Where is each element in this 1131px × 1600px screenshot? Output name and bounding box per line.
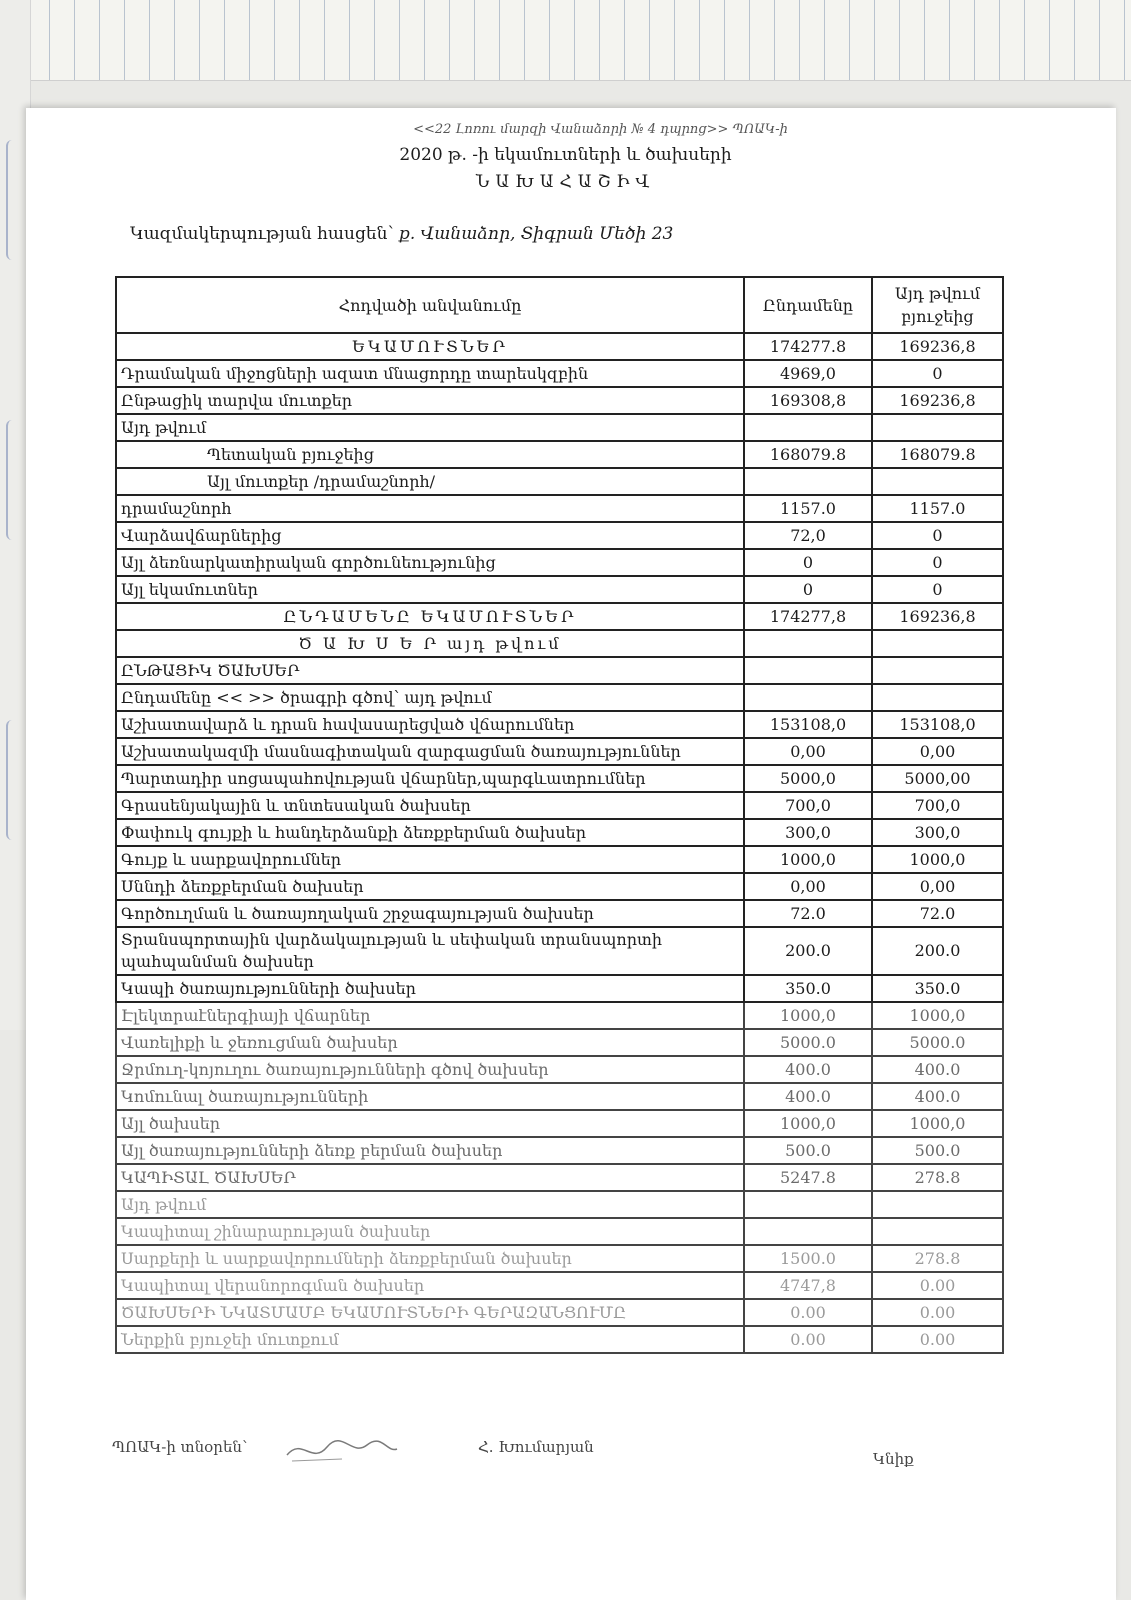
row-budget-value: 169236,8 [872, 333, 1003, 360]
row-budget-value: 0.00 [872, 1272, 1003, 1299]
row-label: Ընդամենը << >> ծրագրի գծով՝ այդ թվում [116, 684, 744, 711]
row-label: դրամաշնորհ [116, 495, 744, 522]
row-total-value: 1500.0 [744, 1245, 872, 1272]
row-label: ԾԱԽՍԵՐԻ ՆԿԱՏՄԱՄԲ ԵԿԱՄՈՒՏՆԵՐԻ ԳԵՐԱԶԱՆՑՈՒՄԸ [116, 1299, 744, 1326]
row-label: ԿԱՊԻՏԱԼ ԾԱԽՍԵՐ [116, 1164, 744, 1191]
row-budget-value: 168079.8 [872, 441, 1003, 468]
table-row [116, 873, 1003, 900]
row-label: Գույք և սարքավորումներ [116, 846, 744, 873]
row-budget-value: 5000.0 [872, 1029, 1003, 1056]
row-total-value: 1000,0 [744, 846, 872, 873]
column-header-budget: Այդ թվում բյուջեից [872, 277, 1003, 333]
row-label: Այլ ծառայությունների ձեռք բերման ծախսեր [116, 1137, 744, 1164]
table-row [116, 522, 1003, 549]
row-budget-value: 0 [872, 576, 1003, 603]
table-row [116, 1164, 1003, 1191]
table-row [116, 1191, 1003, 1218]
table-row [116, 975, 1003, 1002]
row-label: Վարձավճարներից [116, 522, 744, 549]
budget-table [115, 276, 1004, 1354]
row-budget-value [872, 1191, 1003, 1218]
table-row [116, 549, 1003, 576]
table-row [116, 468, 1003, 495]
row-label: Այլ մուտքեր /դրամաշնորհ/ [116, 468, 744, 495]
table-row [116, 576, 1003, 603]
table-row [116, 765, 1003, 792]
table-row [116, 387, 1003, 414]
director-name: Հ. Խումարյան [478, 1438, 594, 1456]
row-label: Ներքին բյուջեի մուտքում [116, 1326, 744, 1353]
row-total-value: 174277,8 [744, 603, 872, 630]
row-label: Պետական բյուջեից [116, 441, 744, 468]
address-label: Կազմակերպության հասցեն՝ [130, 224, 394, 244]
row-total-value: 72.0 [744, 900, 872, 927]
row-budget-value [872, 630, 1003, 657]
pen-scribble [6, 420, 18, 540]
row-budget-value: 1000,0 [872, 846, 1003, 873]
row-label: Փափուկ գույքի և հանդերձանքի ձեռքբերման ծախսեր [116, 819, 744, 846]
row-total-value [744, 1218, 872, 1245]
table-row [116, 1056, 1003, 1083]
row-total-value: 350.0 [744, 975, 872, 1002]
row-label: Էլեկտրաէներգիայի վճարներ [116, 1002, 744, 1029]
document-period: 2020 թ. -ի եկամուտների և ծախսերի [399, 145, 732, 165]
row-budget-value [872, 684, 1003, 711]
row-total-value: 700,0 [744, 792, 872, 819]
row-budget-value: 72.0 [872, 900, 1003, 927]
table-row [116, 1272, 1003, 1299]
table-row [116, 1137, 1003, 1164]
row-budget-value: 278.8 [872, 1164, 1003, 1191]
row-label: Կապիտալ վերանորոգման ծախսեր [116, 1272, 744, 1299]
table-row [116, 711, 1003, 738]
row-budget-value: 278.8 [872, 1245, 1003, 1272]
row-label: Կոմունալ ծառայությունների [116, 1083, 744, 1110]
table-row [116, 657, 1003, 684]
row-label: Ընթացիկ տարվա մուտքեր [116, 387, 744, 414]
row-total-value: 200.0 [744, 927, 872, 975]
row-total-value [744, 630, 872, 657]
row-budget-value: 400.0 [872, 1056, 1003, 1083]
row-budget-value: 169236,8 [872, 603, 1003, 630]
row-label: Աշխատակազմի մասնագիտական զարգացման ծառայություններ [116, 738, 744, 765]
document-title: ՆԱԽԱՀԱՇԻՎ [475, 172, 656, 192]
row-total-value: 72,0 [744, 522, 872, 549]
row-total-value [744, 684, 872, 711]
row-label: Այլ ծախսեր [116, 1110, 744, 1137]
table-row [116, 603, 1003, 630]
row-total-value: 1000,0 [744, 1002, 872, 1029]
table-row [116, 1245, 1003, 1272]
table-row [116, 927, 1003, 975]
director-label: ՊՈԱԿ-ի տնօրեն՝ [112, 1438, 248, 1456]
row-budget-value: 153108,0 [872, 711, 1003, 738]
table-row [116, 1299, 1003, 1326]
row-total-value: 500.0 [744, 1137, 872, 1164]
row-label: Այլ ձեռնարկատիրական գործունեությունից [116, 549, 744, 576]
table-row [116, 495, 1003, 522]
table-row [116, 414, 1003, 441]
row-total-value: 0 [744, 576, 872, 603]
row-budget-value [872, 468, 1003, 495]
row-total-value: 168079.8 [744, 441, 872, 468]
table-row [116, 1218, 1003, 1245]
row-budget-value [872, 657, 1003, 684]
row-label: Գործուղման և ծառայողական շրջագայության ծախսեր [116, 900, 744, 927]
row-budget-value [872, 1218, 1003, 1245]
row-budget-value: 1157.0 [872, 495, 1003, 522]
row-total-value: 0 [744, 549, 872, 576]
row-label: ԸՆԴԱՄԵՆԸ ԵԿԱՄՈՒՏՆԵՐ [116, 603, 744, 630]
row-total-value: 400.0 [744, 1056, 872, 1083]
row-budget-value: 0.00 [872, 1299, 1003, 1326]
row-total-value: 153108,0 [744, 711, 872, 738]
row-budget-value: 300,0 [872, 819, 1003, 846]
signature-mark [282, 1435, 402, 1465]
row-label: Սարքերի և սարքավորումների ձեռքբերման ծախսեր [116, 1245, 744, 1272]
row-budget-value: 0 [872, 360, 1003, 387]
row-total-value [744, 657, 872, 684]
row-label: Սննդի ձեռքբերման ծախսեր [116, 873, 744, 900]
row-label: Այդ թվում [116, 1191, 744, 1218]
row-budget-value: 5000,00 [872, 765, 1003, 792]
row-total-value [744, 468, 872, 495]
row-total-value [744, 1191, 872, 1218]
table-row [116, 441, 1003, 468]
table-row [116, 684, 1003, 711]
address-value: ք. Վանաձոր, Տիգրան Մեծի 23 [399, 224, 674, 244]
table-row [116, 1002, 1003, 1029]
row-total-value: 400.0 [744, 1083, 872, 1110]
row-budget-value: 500.0 [872, 1137, 1003, 1164]
table-row [116, 792, 1003, 819]
row-total-value: 1000,0 [744, 1110, 872, 1137]
row-total-value: 1157.0 [744, 495, 872, 522]
row-budget-value: 169236,8 [872, 387, 1003, 414]
seal-label: Կնիք [873, 1450, 914, 1468]
table-row [116, 1326, 1003, 1353]
row-total-value: 174277.8 [744, 333, 872, 360]
row-budget-value: 0,00 [872, 738, 1003, 765]
row-label: Տրանսպորտային վարձակալության և սեփական տրանսպորտի պահպանման ծախսեր [116, 927, 744, 975]
row-total-value: 0,00 [744, 738, 872, 765]
row-total-value: 5000,0 [744, 765, 872, 792]
row-budget-value: 0 [872, 522, 1003, 549]
pen-scribble [6, 720, 18, 840]
row-label: Գրասենյակային և տնտեսական ծախսեր [116, 792, 744, 819]
table-row [116, 360, 1003, 387]
column-header-total: Ընդամենը [744, 277, 872, 333]
row-budget-value: 700,0 [872, 792, 1003, 819]
row-total-value: 5247.8 [744, 1164, 872, 1191]
table-row [116, 900, 1003, 927]
row-budget-value: 1000,0 [872, 1110, 1003, 1137]
table-row [116, 846, 1003, 873]
column-header-item: Հոդվածի անվանումը [116, 277, 744, 333]
row-total-value [744, 414, 872, 441]
row-label: ԸՆԹԱՑԻԿ ԾԱԽՍԵՐ [116, 657, 744, 684]
row-label: Աշխատավարձ և դրան հավասարեցված վճարումներ [116, 711, 744, 738]
row-total-value: 0.00 [744, 1326, 872, 1353]
row-label: Ջրմուղ-կոյուղու ծառայությունների գծով ծախսեր [116, 1056, 744, 1083]
row-label: Վառելիքի և ջեռուցման ծախսեր [116, 1029, 744, 1056]
table-row [116, 738, 1003, 765]
table-row [116, 1110, 1003, 1137]
table-row [116, 333, 1003, 360]
row-label: Այդ թվում [116, 414, 744, 441]
row-budget-value: 350.0 [872, 975, 1003, 1002]
row-label: Այլ եկամուտներ [116, 576, 744, 603]
row-total-value: 4747,8 [744, 1272, 872, 1299]
organization-address [130, 224, 673, 244]
institution-name: <<22 Լոռու մարզի Վանաձորի № 4 դպրոց>> ՊՈԱԿ-ի [413, 122, 788, 137]
row-label: Պարտադիր սոցապահովության վճարներ,պարգևատրումներ [116, 765, 744, 792]
row-total-value: 5000.0 [744, 1029, 872, 1056]
row-total-value: 0,00 [744, 873, 872, 900]
row-label: Կապի ծառայությունների ծախսեր [116, 975, 744, 1002]
row-total-value: 0.00 [744, 1299, 872, 1326]
row-budget-value: 0,00 [872, 873, 1003, 900]
row-label: ԵԿԱՄՈՒՏՆԵՐ [116, 333, 744, 360]
table-row [116, 819, 1003, 846]
row-budget-value: 0.00 [872, 1326, 1003, 1353]
notebook-page-background [0, 0, 1131, 81]
table-row [116, 1029, 1003, 1056]
row-total-value: 300,0 [744, 819, 872, 846]
table-row [116, 630, 1003, 657]
row-budget-value: 200.0 [872, 927, 1003, 975]
row-label: Ծ Ա Խ Ս Ե Ր այդ թվում [116, 630, 744, 657]
row-label: Դրամական միջոցների ազատ մնացորդը տարեսկզբին [116, 360, 744, 387]
row-budget-value [872, 414, 1003, 441]
row-budget-value: 1000,0 [872, 1002, 1003, 1029]
row-total-value: 169308,8 [744, 387, 872, 414]
row-total-value: 4969,0 [744, 360, 872, 387]
table-row [116, 1083, 1003, 1110]
table-header-row [116, 277, 1003, 333]
row-label: Կապիտալ շինարարության ծախսեր [116, 1218, 744, 1245]
row-budget-value: 0 [872, 549, 1003, 576]
row-budget-value: 400.0 [872, 1083, 1003, 1110]
